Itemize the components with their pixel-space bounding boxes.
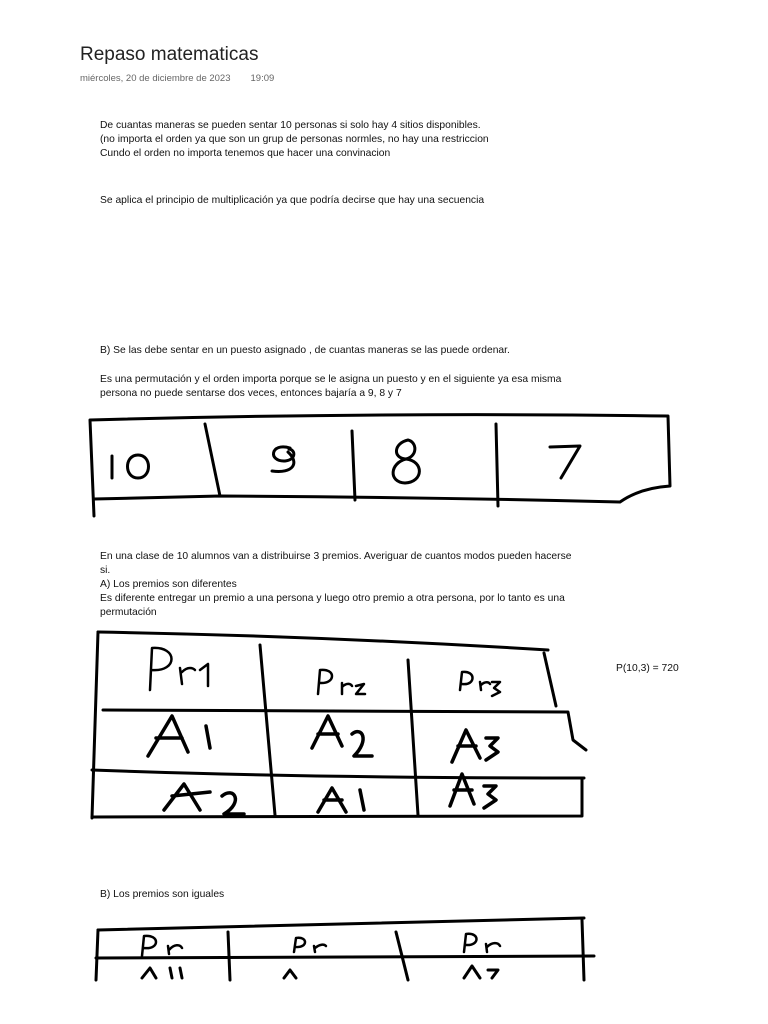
- seat-sketch-divider-1: [205, 424, 220, 496]
- section3-line2: si.: [100, 565, 111, 576]
- seat-sketch-divider-3: [496, 424, 498, 506]
- equal-prize-right: [582, 920, 584, 980]
- prize-table-cell-a2-row2: [164, 784, 244, 814]
- seat-sketch-digits-10: [112, 455, 149, 478]
- prize-table-divider-1: [260, 645, 275, 815]
- seat-sketch: [90, 415, 670, 516]
- section3-line1: En una clase de 10 alumnos van a distribuirse 3 premios. Averiguar de cuantos modos pueden hacerse: [100, 551, 572, 562]
- section3-line5: permutación: [100, 607, 157, 618]
- equal-prize-cell-row-1: [142, 968, 182, 978]
- equal-prize-top: [98, 918, 584, 930]
- seat-sketch-frame: [90, 415, 670, 516]
- prize-table-line-1: [103, 710, 586, 750]
- prize-table-right: [544, 653, 556, 706]
- equal-prize-left: [96, 930, 98, 980]
- prize-table-cell-a1-row2: [318, 788, 364, 812]
- equal-prize-header-pr-3: [464, 934, 500, 952]
- prize-table-cell-a3-row1: [452, 730, 498, 762]
- equal-prize-cell-row-3: [464, 966, 498, 978]
- seat-sketch-digit-7: [550, 446, 580, 478]
- section1-line1: De cuantas maneras se pueden sentar 10 personas si solo hay 4 sitios disponibles.: [100, 120, 481, 131]
- equal-prize-divider-1: [228, 932, 230, 980]
- prize-table-left: [92, 632, 98, 818]
- prize-table-cell-a1-row1: [148, 716, 210, 756]
- section3-line3: A) Los premios son diferentes: [100, 579, 237, 590]
- section3-line4: Es diferente entregar un premio a una persona y luego otro premio a otra persona, por lo tanto es una: [100, 593, 565, 604]
- equal-prize-sketch: [96, 918, 594, 980]
- prize-table-divider-2: [408, 660, 418, 815]
- equal-prize-row-line: [96, 956, 594, 958]
- seat-sketch-divider-2: [352, 431, 355, 500]
- section2-answer-line2: persona no puede sentarse dos veces, entonces bajaría a 9, 8 y 7: [100, 388, 402, 399]
- section2-question: B) Se las debe sentar en un puesto asignado , de cuantas maneras se las puede ordenar.: [100, 345, 510, 356]
- equal-prize-header-pr-2: [294, 938, 326, 952]
- prize-table-cell-a2-row1: [312, 716, 372, 756]
- prize-table-header-pr1: [150, 648, 208, 690]
- prize-table-header-pr3: [460, 672, 500, 696]
- seat-sketch-digit-8: [393, 440, 419, 483]
- permutation-formula: P(10,3) = 720: [616, 663, 679, 674]
- page-title: Repaso matematicas: [80, 44, 259, 65]
- section1-line4: Se aplica el principio de multiplicación ya que podría decirse que hay una secuencia: [100, 195, 485, 206]
- equal-prize-header-pr-1: [142, 936, 182, 956]
- page-date: miércoles, 20 de diciembre de 2023: [80, 73, 231, 84]
- section1-line2: (no importa el orden ya que son un grup de personas normles, no hay una restriccion: [100, 134, 489, 145]
- section4-title: B) Los premios son iguales: [100, 889, 225, 900]
- page-time: 19:09: [250, 73, 275, 84]
- prize-table-sketch: [92, 632, 586, 818]
- prize-table-top: [98, 632, 548, 650]
- section2-answer-line1: Es una permutación y el orden importa porque se le asigna un puesto y en el siguiente ya esa misma: [100, 374, 562, 385]
- seat-sketch-digit-9: [272, 447, 294, 472]
- prize-table-line-2: [92, 770, 584, 778]
- prize-table-header-pr2: [318, 670, 365, 694]
- section1-line3: Cundo el orden no importa tenemos que hacer una convinacion: [100, 148, 391, 159]
- equal-prize-cell-row-2: [284, 970, 296, 978]
